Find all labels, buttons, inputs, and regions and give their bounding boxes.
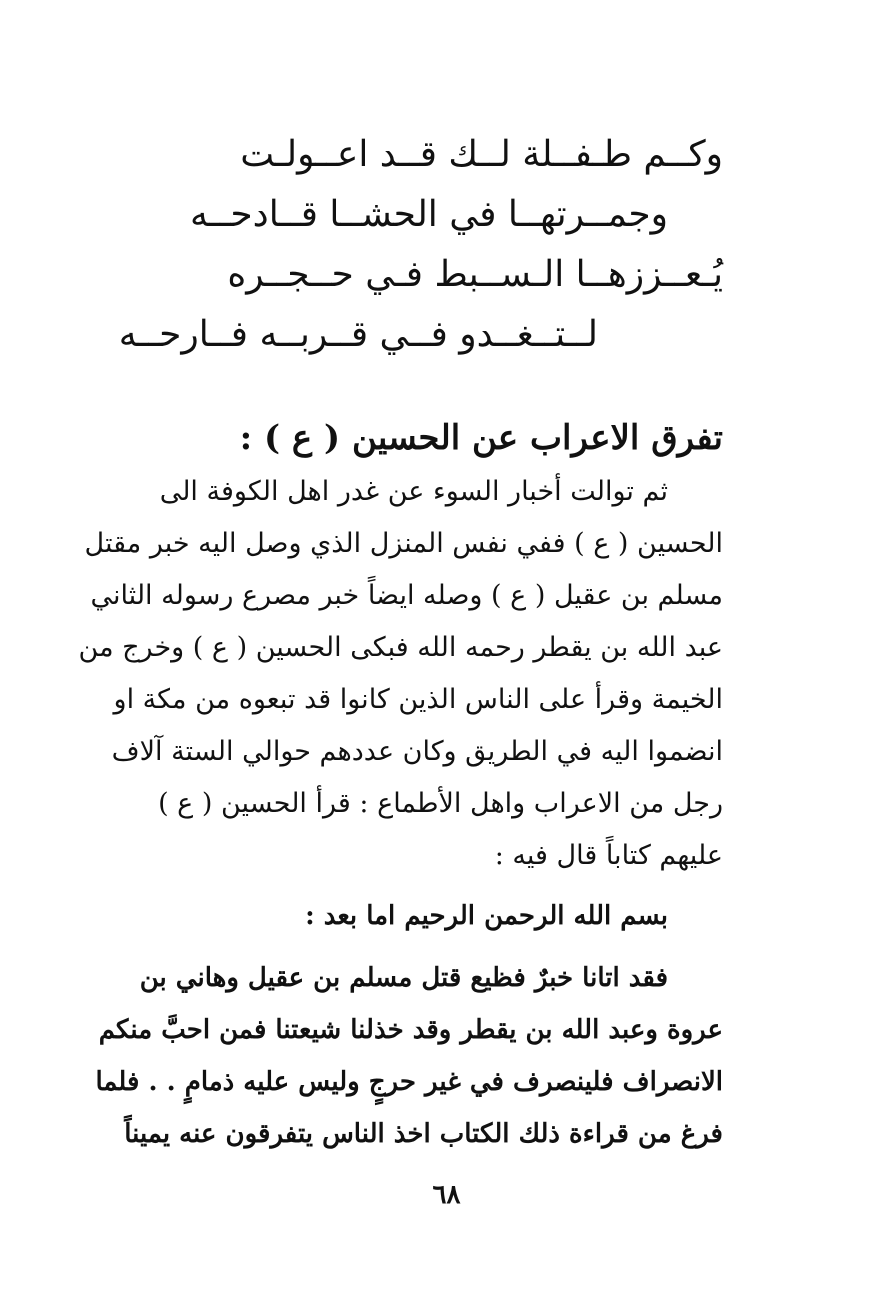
page-number: ٦٨ <box>432 1180 461 1210</box>
paragraph-line: عبد الله بن يقطر رحمه الله فبكى الحسين ( ع ) وخرج من <box>78 632 723 663</box>
letter-line: عروة وعبد الله بن يقطر وقد خذلنا شيعتنا فمن احبَّ منكم <box>98 1015 723 1045</box>
paragraph-line: ثم توالت أخبار السوء عن غدر اهل الكوفة الى <box>159 476 668 507</box>
paragraph-line: رجل من الاعراب واهل الأطماع : قرأ الحسين ( ع ) <box>158 788 723 819</box>
poem <box>118 125 723 365</box>
section-heading: تفرق الاعراب عن الحسين ( ع ) : <box>239 418 723 458</box>
paragraph-line: الخيمة وقرأ على الناس الذين كانوا قد تبعوه من مكة او <box>113 684 723 715</box>
poem-verse: وكــم طـفــلة لــك قــد اعــولـت <box>240 134 723 175</box>
section-paragraph <box>78 466 723 882</box>
poem-verse: لــتــغــدو فــي قــربــه فــارحــه <box>118 314 598 355</box>
quoted-letter <box>95 890 723 1160</box>
letter-opening: بسم الله الرحمن الرحيم اما بعد : <box>305 901 668 931</box>
poem-verse: وجمــرتهــا في الحشــا قــادحــه <box>190 194 668 235</box>
letter-line: فقد اتانا خبرٌ فظيع قتل مسلم بن عقيل وهاني بن <box>139 963 668 993</box>
paragraph-line: الحسين ( ع ) ففي نفس المنزل الذي وصل اليه خبر مقتل <box>84 528 723 559</box>
paragraph-line: مسلم بن عقيل ( ع ) وصله ايضاً خبر مصرع رسوله الثاني <box>90 580 723 611</box>
poem-verse: يُـعــززهــا الـســبط فـي حــجــره <box>227 254 723 295</box>
letter-line: الانصراف فلينصرف في غير حرجٍ وليس عليه ذمامٍ . . فلما <box>95 1067 723 1097</box>
paragraph-line: انضموا اليه في الطريق وكان عددهم حوالي الستة آلاف <box>111 736 723 767</box>
letter-line: فرغ من قراءة ذلك الكتاب اخذ الناس يتفرقون عنه يميناً <box>124 1119 723 1149</box>
paragraph-line: عليهم كتاباً قال فيه : <box>494 840 723 871</box>
